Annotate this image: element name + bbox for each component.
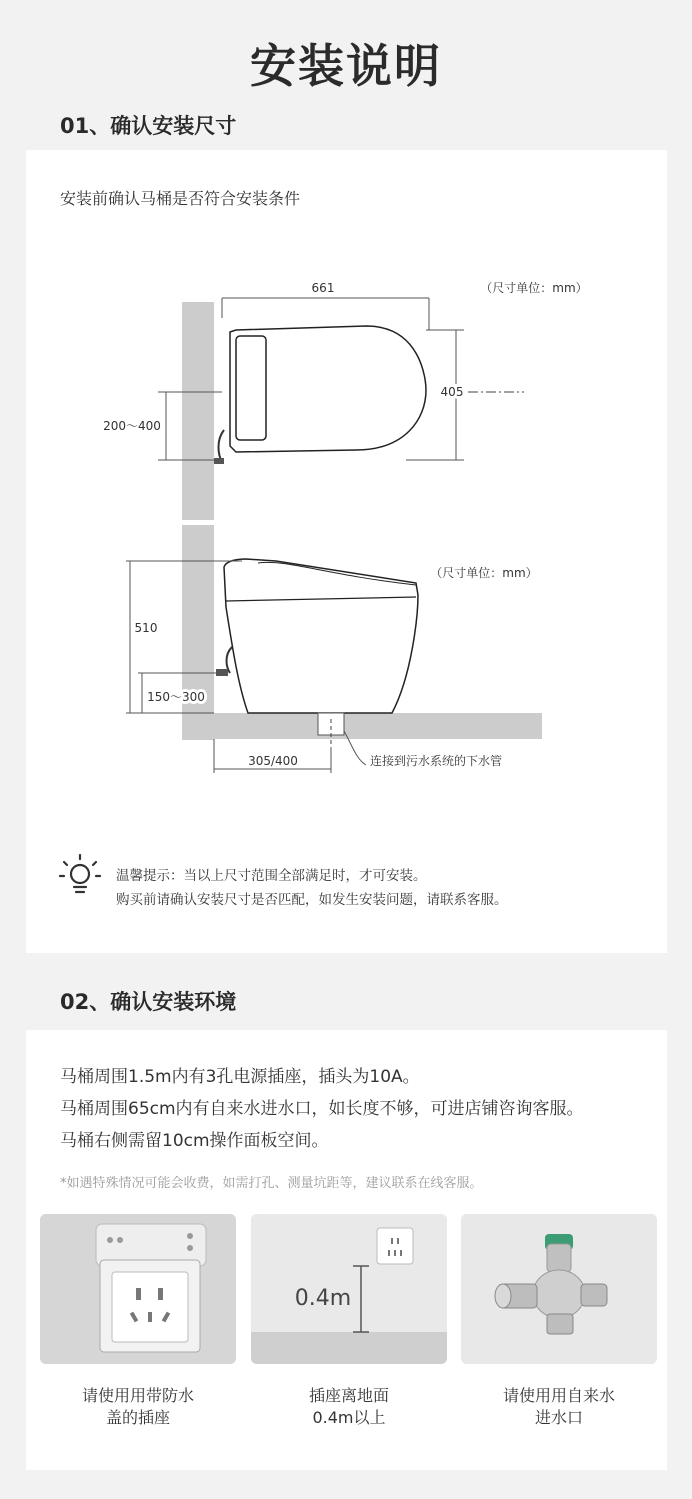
water-valve-image [461,1214,657,1364]
dimensions-intro: 安装前确认马桶是否符合安装条件 [60,189,301,208]
caption-water-inlet: 请使用用自来水 进水口 [502,1386,615,1427]
caption-waterproof-socket: 请使用用带防水 盖的插座 [81,1386,194,1427]
waterproof-socket-image [40,1214,236,1364]
env-line-2: 马桶周围65cm内有自来水进水口，如长度不够，可进店铺咨询客服。 [60,1099,584,1119]
env-line-1: 马桶周围1.5m内有3孔电源插座，插头为10A。 [60,1067,420,1087]
lightbulb-icon [58,852,102,900]
top-unit-note: （尺寸单位：mm） [480,281,588,295]
floor [214,713,542,739]
side-view-diagram [26,525,667,785]
inlet-height-label: 150～300 [147,690,205,704]
caption-socket-height: 插座离地面 0.4m以上 [308,1386,389,1427]
section-heading-dimensions: 01、确认安装尺寸 [60,114,237,138]
drain-note: 连接到污水系统的下水管 [369,754,503,768]
width-label: 661 [311,281,335,295]
toilet-side-outline [224,559,418,713]
pipe-range-label: 200～400 [103,419,161,433]
toilet-tank-top [236,336,266,440]
drain-pipe [318,713,344,735]
tip-line-2: 购买前请确认安装尺寸是否匹配，如发生安装问题，请联系客服。 [116,892,508,908]
wall [182,525,214,740]
wall [182,302,214,520]
env-note: *如遇特殊情况可能会收费，如需打孔、测量坑距等，建议联系在线客服。 [60,1176,483,1191]
section-heading-environment: 02、确认安装环境 [60,990,237,1014]
environment-card [26,1030,667,1470]
page-title: 安装说明 [250,39,442,93]
tip-line-1: 温馨提示：当以上尺寸范围全部满足时，才可安装。 [116,868,427,884]
height-label: 510 [134,621,158,635]
env-line-3: 马桶右侧需留10cm操作面板空间。 [60,1131,329,1151]
socket-height-label: 0.4m [294,1286,352,1311]
socket-height-image [251,1214,447,1364]
dimensions-card [26,150,667,953]
side-unit-note: （尺寸单位：mm） [430,566,538,580]
depth-label: 405 [440,385,464,399]
pit-distance-label: 305/400 [248,754,298,768]
